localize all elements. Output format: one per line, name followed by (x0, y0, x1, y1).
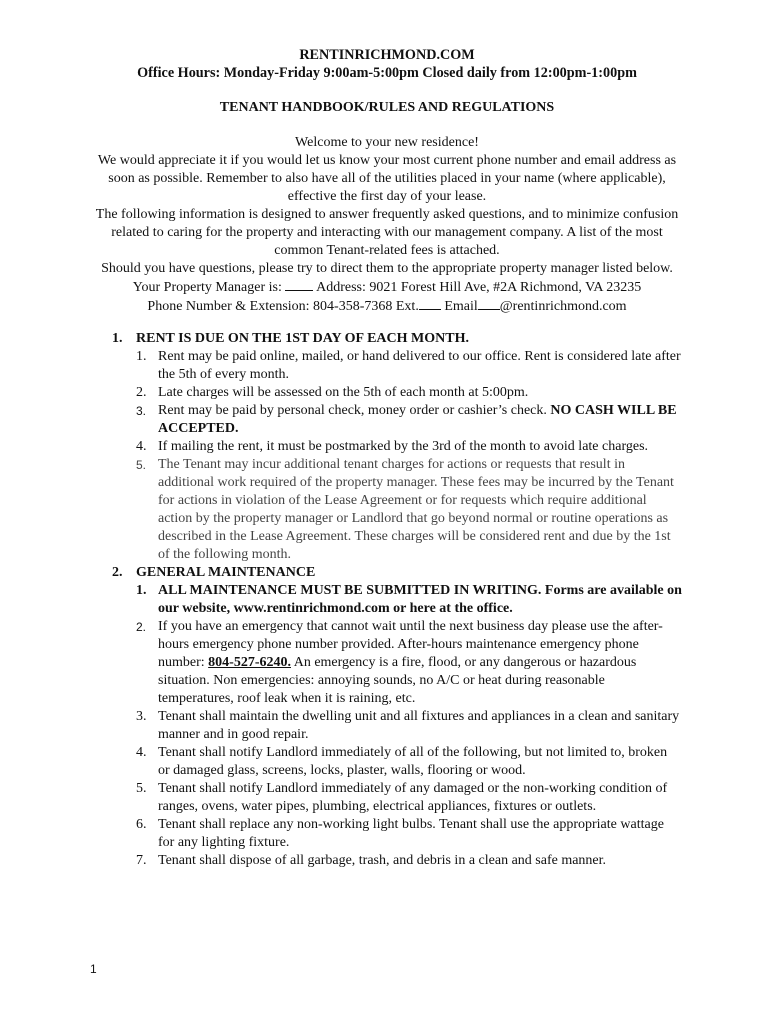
phone-line (92, 297, 682, 316)
office-address: Address: 9021 Forest Hill Ave, #2A Richmond, VA 23235 (316, 280, 642, 295)
item-text: Tenant shall notify Landlord immediately of any damaged or the non-working condition of ranges, ovens, water pipes, plumbing, electrical appliances, fixtures or outlets. (158, 781, 668, 814)
item-text: The Tenant may incur additional tenant charges for actions or requests that result in additional work required of the property manager. These fees may be incurred by the Tenant for actions in violation of the Lease Agreement or for requests which require additional action by the property manager or Landlord that go beyond normal or routine operations as described in the Lease Agreement. These charges will be considered rent and due by the 1st of the following month. (158, 457, 674, 562)
rent-items (136, 348, 682, 564)
item-text: If you have an emergency that cannot wait until the next business day please use the after-hours emergency phone number provided. After-hours maintenance emergency phone number: (158, 619, 663, 670)
item-number: 3. (136, 404, 147, 418)
item-text: ALL MAINTENANCE MUST BE SUBMITTED IN WRITING. Forms are available on our website, www.rentinrichmond.com or here at the office. (158, 583, 682, 616)
rules-sections (92, 330, 682, 870)
list-item (136, 384, 682, 402)
item-number: 6. (136, 817, 147, 832)
item-text: An emergency is a fire, flood, or any dangerous or hazardous situation. Non emergencies: annoying sounds, no A/C or heat during reasonable temperatures, roof leak when it is raining, etc. (158, 655, 637, 706)
item-text: If mailing the rent, it must be postmarked by the 3rd of the month to avoid late charges. (158, 439, 649, 454)
office-hours: Office Hours: Monday-Friday 9:00am-5:00pm Closed daily from 12:00pm-1:00pm (137, 65, 637, 81)
item-text: Tenant shall notify Landlord immediately of all of the following, but not limited to, broken or damaged glass, screens, locks, plaster, walls, flooring or wood. (158, 745, 668, 778)
page-number: 1 (90, 962, 97, 976)
item-text: Tenant shall dispose of all garbage, trash, and debris in a clean and safe manner. (158, 853, 607, 868)
list-item (136, 348, 682, 384)
item-number: 2. (136, 620, 147, 634)
list-item (136, 744, 682, 780)
manager-line (92, 278, 682, 297)
item-number: 1. (136, 583, 147, 598)
section-number: 1. (112, 331, 123, 346)
contact-request-text: We would appreciate it if you would let us know your most current phone number and email address as soon as possible. Remember to also have all of the utilities placed in your name (where applicable), effective the first day of your lease. (97, 153, 677, 204)
item-text: Rent may be paid online, mailed, or hand delivered to our office. Rent is considered late after the 5th of every month. (158, 349, 681, 382)
item-number: 2. (136, 385, 147, 400)
manager-label: Your Property Manager is: (132, 280, 282, 295)
page-title: TENANT HANDBOOK/RULES AND REGULATIONS (219, 100, 555, 115)
item-number: 4. (136, 439, 147, 454)
manager-name-blank (285, 278, 313, 291)
item-number: 5. (136, 781, 147, 796)
item-text: Tenant shall maintain the dwelling unit and all fixtures and appliances in a clean and sanitary manner and in good repair. (158, 709, 680, 742)
purpose-text: The following information is designed to answer frequently asked questions, and to minimize confusion related to caring for the property and interacting with our management company. A list of the most common Tenant-related fees is attached. (95, 207, 679, 258)
section-title: RENT IS DUE ON THE 1ST DAY OF EACH MONTH. (136, 331, 469, 346)
list-item (136, 852, 682, 870)
questions-text: Should you have questions, please try to direct them to the appropriate property manager listed below. (101, 261, 673, 276)
list-item (136, 780, 682, 816)
item-number: 5. (136, 458, 147, 472)
phone-label: Phone Number & Extension: 804-358-7368 Ext. (147, 299, 419, 314)
item-number: 1. (136, 349, 147, 364)
extension-blank (419, 297, 441, 310)
welcome-text: Welcome to your new residence! (295, 135, 479, 150)
item-number: 3. (136, 709, 147, 724)
emergency-phone-number: 804-527-6240. (208, 655, 291, 670)
company-name: RENTINRICHMOND.COM (299, 47, 475, 63)
list-item (136, 816, 682, 852)
list-item (136, 582, 682, 618)
section-number: 2. (112, 565, 123, 580)
email-blank (478, 297, 500, 310)
list-item (136, 708, 682, 744)
email-domain: @rentinrichmond.com (499, 299, 627, 314)
item-number: 7. (136, 853, 147, 868)
list-item (136, 618, 682, 708)
item-text: Rent may be paid by personal check, money order or cashier’s check. (158, 403, 547, 418)
no-cash-warning: NO CASH WILL BE ACCEPTED. (158, 403, 677, 436)
list-item (136, 456, 682, 564)
item-text: Tenant shall replace any non-working light bulbs. Tenant shall use the appropriate wattage for any lighting fixture. (158, 817, 664, 850)
intro-block (92, 134, 682, 316)
section-title: GENERAL MAINTENANCE (136, 565, 316, 580)
list-item (136, 438, 682, 456)
section-general-maintenance (92, 564, 682, 870)
maintenance-items (136, 582, 682, 870)
section-rent (92, 330, 682, 564)
list-item (136, 402, 682, 438)
item-text: Late charges will be assessed on the 5th of each month at 5:00pm. (158, 385, 529, 400)
email-label: Email (444, 299, 478, 314)
item-number: 4. (136, 745, 147, 760)
